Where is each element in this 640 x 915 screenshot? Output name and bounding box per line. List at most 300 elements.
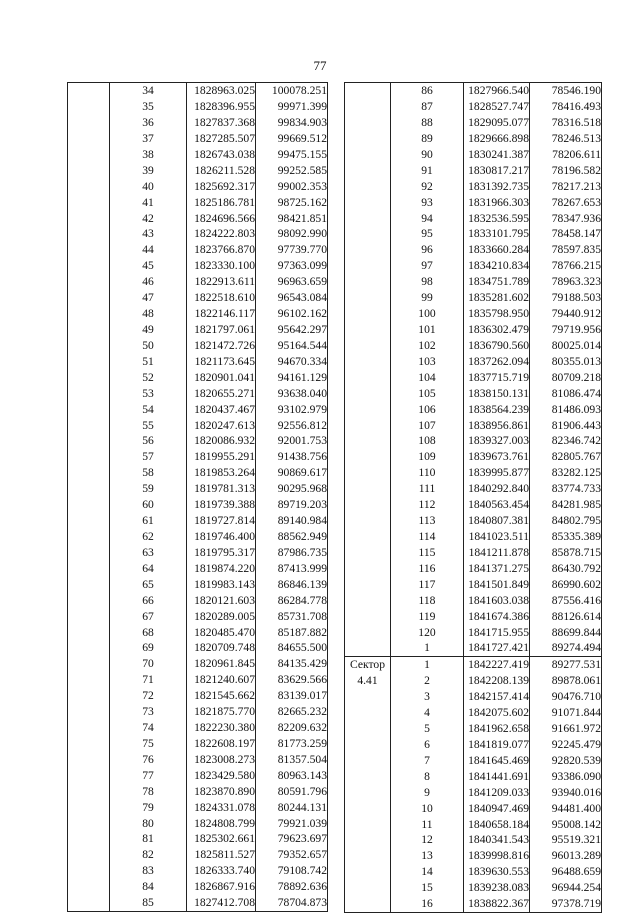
table-row: [68, 784, 328, 800]
sector-cell: [345, 497, 391, 513]
sector-cell: [68, 736, 110, 752]
x-coordinate: 1839630.553: [464, 864, 530, 880]
sector-cell: [345, 577, 391, 593]
x-coordinate: 1841603.038: [464, 593, 530, 609]
x-coordinate: 1821545.662: [187, 688, 256, 704]
y-coordinate: 83774.733: [530, 481, 602, 497]
x-coordinate: 1822913.611: [187, 274, 256, 290]
y-coordinate: 99252.585: [256, 163, 328, 179]
point-number: 66: [110, 593, 187, 609]
point-number: 2: [391, 673, 464, 689]
sector-cell: [345, 210, 391, 226]
table-row: [345, 753, 602, 769]
table-row: [68, 513, 328, 529]
point-number: 116: [391, 561, 464, 577]
sector-cell: [345, 179, 391, 195]
y-coordinate: 95008.142: [530, 816, 602, 832]
table-row: [68, 529, 328, 545]
sector-cell: [345, 338, 391, 354]
y-coordinate: 96102.162: [256, 306, 328, 322]
point-number: 118: [391, 593, 464, 609]
table-row: [345, 657, 602, 673]
point-number: 102: [391, 338, 464, 354]
x-coordinate: 1824696.566: [187, 210, 256, 226]
x-coordinate: 1826743.038: [187, 147, 256, 163]
x-coordinate: 1820437.467: [187, 401, 256, 417]
sector-cell: [345, 832, 391, 848]
y-coordinate: 89140.984: [256, 513, 328, 529]
x-coordinate: 1836790.560: [464, 338, 530, 354]
table-row: [345, 226, 602, 242]
y-coordinate: 85335.389: [530, 529, 602, 545]
sector-cell: [345, 705, 391, 721]
x-coordinate: 1820289.005: [187, 608, 256, 624]
x-coordinate: 1828396.955: [187, 99, 256, 115]
point-number: 56: [110, 433, 187, 449]
point-number: 73: [110, 704, 187, 720]
table-row: [345, 417, 602, 433]
y-coordinate: 84655.500: [256, 640, 328, 656]
y-coordinate: 78206.611: [530, 147, 602, 163]
sector-cell: [68, 242, 110, 258]
x-coordinate: 1820485.470: [187, 624, 256, 640]
table-row: [68, 370, 328, 386]
table-row: [345, 274, 602, 290]
x-coordinate: 1835281.602: [464, 290, 530, 306]
sector-cell: [345, 163, 391, 179]
x-coordinate: 1824331.078: [187, 799, 256, 815]
table-row: [345, 705, 602, 721]
sector-cell: [345, 401, 391, 417]
sector-cell: [345, 896, 391, 912]
point-number: 62: [110, 529, 187, 545]
sector-cell: [68, 290, 110, 306]
y-coordinate: 80963.143: [256, 768, 328, 784]
table-row: [345, 785, 602, 801]
x-coordinate: 1819795.317: [187, 545, 256, 561]
x-coordinate: 1840658.184: [464, 816, 530, 832]
point-number: 37: [110, 131, 187, 147]
table-row: [345, 401, 602, 417]
y-coordinate: 87986.735: [256, 545, 328, 561]
sector-cell: [68, 768, 110, 784]
x-coordinate: 1824222.803: [187, 226, 256, 242]
y-coordinate: 86430.792: [530, 561, 602, 577]
table-row: [345, 800, 602, 816]
sector-cell: [345, 769, 391, 785]
point-number: 86: [391, 83, 464, 99]
sector-cell: [68, 608, 110, 624]
sector-cell: [68, 481, 110, 497]
sector-cell: [68, 83, 110, 99]
x-coordinate: 1835798.950: [464, 306, 530, 322]
sector-cell: [345, 624, 391, 640]
y-coordinate: 99669.512: [256, 131, 328, 147]
table-row: [345, 513, 602, 529]
y-coordinate: 83139.017: [256, 688, 328, 704]
y-coordinate: 78892.636: [256, 879, 328, 895]
y-coordinate: 99834.903: [256, 115, 328, 131]
x-coordinate: 1832536.595: [464, 210, 530, 226]
sector-cell: [345, 545, 391, 561]
sector-cell: [345, 99, 391, 115]
x-coordinate: 1838956.861: [464, 417, 530, 433]
x-coordinate: 1838822.367: [464, 896, 530, 912]
point-number: 48: [110, 306, 187, 322]
table-row: [68, 115, 328, 131]
y-coordinate: 88126.614: [530, 608, 602, 624]
y-coordinate: 94670.334: [256, 354, 328, 370]
y-coordinate: 89878.061: [530, 673, 602, 689]
y-coordinate: 79623.697: [256, 831, 328, 847]
table-row: [345, 115, 602, 131]
x-coordinate: 1820121.603: [187, 593, 256, 609]
coordinates-table-left: [67, 82, 328, 912]
table-row: [68, 863, 328, 879]
table-row: [345, 258, 602, 274]
sector-cell: [345, 131, 391, 147]
table-row: [68, 99, 328, 115]
x-coordinate: 1840292.840: [464, 481, 530, 497]
y-coordinate: 82346.742: [530, 433, 602, 449]
x-coordinate: 1840563.454: [464, 497, 530, 513]
y-coordinate: 98092.990: [256, 226, 328, 242]
x-coordinate: 1819746.400: [187, 529, 256, 545]
point-number: 59: [110, 481, 187, 497]
point-number: 100: [391, 306, 464, 322]
sector-cell: [68, 879, 110, 895]
sector-cell: [345, 481, 391, 497]
sector-cell: [68, 561, 110, 577]
table-row: [68, 895, 328, 911]
y-coordinate: 79440.912: [530, 306, 602, 322]
point-number: 84: [110, 879, 187, 895]
table-row: [345, 721, 602, 737]
y-coordinate: 79108.742: [256, 863, 328, 879]
point-number: 35: [110, 99, 187, 115]
y-coordinate: 78546.190: [530, 83, 602, 99]
table-row: [345, 481, 602, 497]
table-row: [68, 401, 328, 417]
point-number: 53: [110, 386, 187, 402]
sector-cell: [68, 258, 110, 274]
table-row: [345, 131, 602, 147]
point-number: 77: [110, 768, 187, 784]
point-number: 36: [110, 115, 187, 131]
sector-cell: [345, 226, 391, 242]
x-coordinate: 1842157.414: [464, 689, 530, 705]
point-number: 65: [110, 577, 187, 593]
x-coordinate: 1840807.381: [464, 513, 530, 529]
x-coordinate: 1821875.770: [187, 704, 256, 720]
point-number: 79: [110, 799, 187, 815]
sector-cell: [68, 274, 110, 290]
point-number: 47: [110, 290, 187, 306]
point-number: 57: [110, 449, 187, 465]
table-row: [68, 147, 328, 163]
point-number: 72: [110, 688, 187, 704]
x-coordinate: 1829095.077: [464, 115, 530, 131]
sector-cell: [68, 815, 110, 831]
x-coordinate: 1833101.795: [464, 226, 530, 242]
sector-cell: [68, 688, 110, 704]
x-coordinate: 1829666.898: [464, 131, 530, 147]
x-coordinate: 1840341.543: [464, 832, 530, 848]
y-coordinate: 83629.566: [256, 672, 328, 688]
y-coordinate: 84802.795: [530, 513, 602, 529]
y-coordinate: 92001.753: [256, 433, 328, 449]
point-number: 67: [110, 608, 187, 624]
x-coordinate: 1830817.217: [464, 163, 530, 179]
sector-cell: [68, 338, 110, 354]
table-row: [68, 210, 328, 226]
x-coordinate: 1828963.025: [187, 83, 256, 99]
point-number: 13: [391, 848, 464, 864]
y-coordinate: 82209.632: [256, 720, 328, 736]
point-number: 85: [110, 895, 187, 911]
table-row: [68, 545, 328, 561]
point-number: 109: [391, 449, 464, 465]
table-row: [68, 752, 328, 768]
point-number: 54: [110, 401, 187, 417]
y-coordinate: 78267.653: [530, 194, 602, 210]
sector-cell: [68, 449, 110, 465]
point-number: 90: [391, 147, 464, 163]
sector-cell: [345, 608, 391, 624]
x-coordinate: 1839238.083: [464, 880, 530, 896]
sector-cell: [68, 354, 110, 370]
y-coordinate: 93102.979: [256, 401, 328, 417]
x-coordinate: 1820709.748: [187, 640, 256, 656]
sector-cell: [345, 465, 391, 481]
point-number: 94: [391, 210, 464, 226]
table-row: [68, 847, 328, 863]
table-row: [345, 290, 602, 306]
y-coordinate: 95642.297: [256, 322, 328, 338]
x-coordinate: 1823766.870: [187, 242, 256, 258]
sector-cell: [68, 720, 110, 736]
table-row: [345, 306, 602, 322]
point-number: 14: [391, 864, 464, 880]
sector-cell: [345, 354, 391, 370]
x-coordinate: 1823870.890: [187, 784, 256, 800]
point-number: 71: [110, 672, 187, 688]
point-number: 82: [110, 847, 187, 863]
sector-cell: [68, 401, 110, 417]
table-row: [345, 832, 602, 848]
table-row: [68, 608, 328, 624]
sector-cell: [345, 880, 391, 896]
point-number: 45: [110, 258, 187, 274]
y-coordinate: 80025.014: [530, 338, 602, 354]
y-coordinate: 99475.155: [256, 147, 328, 163]
y-coordinate: 87556.416: [530, 593, 602, 609]
y-coordinate: 78458.147: [530, 226, 602, 242]
x-coordinate: 1819781.313: [187, 481, 256, 497]
sector-cell: [345, 147, 391, 163]
y-coordinate: 87413.999: [256, 561, 328, 577]
table-row: [345, 769, 602, 785]
point-number: 113: [391, 513, 464, 529]
point-number: 41: [110, 194, 187, 210]
sector-cell: [68, 179, 110, 195]
table-row: [68, 815, 328, 831]
y-coordinate: 94161.129: [256, 370, 328, 386]
sector-cell: [68, 831, 110, 847]
point-number: 1: [391, 657, 464, 673]
sector-cell: [68, 593, 110, 609]
sector-cell: [68, 194, 110, 210]
y-coordinate: 78217.213: [530, 179, 602, 195]
x-coordinate: 1827412.708: [187, 895, 256, 911]
table-row: [345, 737, 602, 753]
table-row: [345, 640, 602, 656]
x-coordinate: 1839995.877: [464, 465, 530, 481]
y-coordinate: 92556.812: [256, 417, 328, 433]
point-number: 63: [110, 545, 187, 561]
table-row: [68, 290, 328, 306]
x-coordinate: 1828527.747: [464, 99, 530, 115]
x-coordinate: 1830241.387: [464, 147, 530, 163]
table-row: [345, 529, 602, 545]
y-coordinate: 91071.844: [530, 705, 602, 721]
y-coordinate: 82805.767: [530, 449, 602, 465]
table-row: [68, 163, 328, 179]
point-number: 107: [391, 417, 464, 433]
point-number: 46: [110, 274, 187, 290]
y-coordinate: 90295.968: [256, 481, 328, 497]
point-number: 111: [391, 481, 464, 497]
y-coordinate: 92245.479: [530, 737, 602, 753]
sector-cell: [345, 417, 391, 433]
sector-cell: [68, 147, 110, 163]
point-number: 75: [110, 736, 187, 752]
table-row: [68, 433, 328, 449]
sector-cell: [68, 577, 110, 593]
sector-cell: [68, 99, 110, 115]
y-coordinate: 90869.617: [256, 465, 328, 481]
point-number: 5: [391, 721, 464, 737]
table-row: [68, 656, 328, 672]
table-row: [68, 704, 328, 720]
point-number: 83: [110, 863, 187, 879]
y-coordinate: 78597.835: [530, 242, 602, 258]
x-coordinate: 1836302.479: [464, 322, 530, 338]
table-row: [345, 322, 602, 338]
sector-cell: [68, 210, 110, 226]
x-coordinate: 1819983.143: [187, 577, 256, 593]
table-row: [345, 673, 602, 689]
point-number: 8: [391, 769, 464, 785]
x-coordinate: 1819727.814: [187, 513, 256, 529]
sector-cell: [345, 689, 391, 705]
y-coordinate: 96488.659: [530, 864, 602, 880]
point-number: 89: [391, 131, 464, 147]
table-row: [68, 593, 328, 609]
table-row: [68, 465, 328, 481]
point-number: 12: [391, 832, 464, 848]
table-row: [68, 179, 328, 195]
y-coordinate: 97363.099: [256, 258, 328, 274]
table-row: [68, 688, 328, 704]
table-row: [68, 720, 328, 736]
y-coordinate: 78963.323: [530, 274, 602, 290]
point-number: 92: [391, 179, 464, 195]
point-number: 69: [110, 640, 187, 656]
x-coordinate: 1825186.781: [187, 194, 256, 210]
table-row: [68, 417, 328, 433]
y-coordinate: 97378.719: [530, 896, 602, 912]
point-number: 68: [110, 624, 187, 640]
y-coordinate: 80709.218: [530, 370, 602, 386]
x-coordinate: 1825811.527: [187, 847, 256, 863]
table-row: [68, 672, 328, 688]
point-number: 105: [391, 386, 464, 402]
point-number: 80: [110, 815, 187, 831]
x-coordinate: 1821797.061: [187, 322, 256, 338]
x-coordinate: 1820247.613: [187, 417, 256, 433]
y-coordinate: 81906.443: [530, 417, 602, 433]
page-number: 77: [313, 58, 327, 73]
table-row: [345, 577, 602, 593]
point-number: 104: [391, 370, 464, 386]
point-number: 39: [110, 163, 187, 179]
x-coordinate: 1842075.602: [464, 705, 530, 721]
table-row: [345, 179, 602, 195]
point-number: 99: [391, 290, 464, 306]
sector-cell: [345, 529, 391, 545]
table-row: [68, 831, 328, 847]
table-row: [68, 768, 328, 784]
sector-cell: [345, 848, 391, 864]
point-number: 4: [391, 705, 464, 721]
x-coordinate: 1840947.469: [464, 800, 530, 816]
sector-cell: [68, 513, 110, 529]
point-number: 49: [110, 322, 187, 338]
point-number: 42: [110, 210, 187, 226]
y-coordinate: 78416.493: [530, 99, 602, 115]
table-row: [345, 561, 602, 577]
x-coordinate: 1837262.094: [464, 354, 530, 370]
point-number: 60: [110, 497, 187, 513]
x-coordinate: 1841727.421: [464, 640, 530, 656]
point-number: 6: [391, 737, 464, 753]
table-row: [345, 848, 602, 864]
point-number: 120: [391, 624, 464, 640]
point-number: 93: [391, 194, 464, 210]
sector-cell: [345, 322, 391, 338]
sector-cell: [345, 258, 391, 274]
x-coordinate: 1841645.469: [464, 753, 530, 769]
x-coordinate: 1841371.275: [464, 561, 530, 577]
y-coordinate: 78316.518: [530, 115, 602, 131]
x-coordinate: 1822518.610: [187, 290, 256, 306]
y-coordinate: 96013.289: [530, 848, 602, 864]
point-number: 43: [110, 226, 187, 242]
y-coordinate: 88562.949: [256, 529, 328, 545]
y-coordinate: 90476.710: [530, 689, 602, 705]
sector-cell: [68, 672, 110, 688]
y-coordinate: 83282.125: [530, 465, 602, 481]
table-row: [68, 194, 328, 210]
y-coordinate: 85731.708: [256, 608, 328, 624]
point-number: 3: [391, 689, 464, 705]
x-coordinate: 1822146.117: [187, 306, 256, 322]
table-row: [68, 386, 328, 402]
sector-cell: [68, 799, 110, 815]
point-number: 64: [110, 561, 187, 577]
sector-cell: [345, 306, 391, 322]
